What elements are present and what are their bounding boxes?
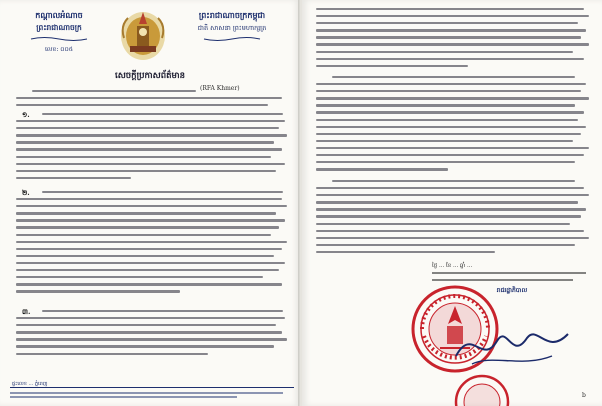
second-seal-icon — [452, 372, 512, 406]
issuer-line-1: កណ្ដាលអំណាច — [35, 10, 83, 20]
right-page — [302, 0, 602, 406]
footer-address: ផ្ទះលេខ ... ភ្នំពេញ — [12, 381, 48, 387]
section-number-3: ៣. — [22, 307, 31, 316]
issuer-header — [14, 10, 104, 54]
kingdom-motto: ជាតិ សាសនា ព្រះមហាក្សត្រ — [197, 24, 267, 32]
signatory-title: រាជរដ្ឋាភិបាល — [496, 286, 528, 294]
section-1-paragraph — [16, 113, 290, 184]
kingdom-name: ព្រះរាជាណាចក្រកម្ពុជា — [198, 10, 266, 20]
right-paragraph-2 — [316, 76, 592, 175]
right-paragraph-3 — [316, 180, 592, 258]
kingdom-header — [178, 10, 286, 42]
section-number-2: ២. — [22, 188, 30, 197]
section-3-paragraph — [16, 310, 290, 360]
royal-emblem-icon — [118, 6, 168, 62]
page-marker: b — [582, 392, 586, 399]
intro-paragraph — [16, 90, 290, 111]
ornament-icon — [29, 36, 89, 42]
reference-number: លេខ: ០០៥ — [44, 46, 74, 53]
issuer-line-2: ព្រះរាជាណាចក្រ — [36, 23, 82, 32]
section-number-1: ១. — [22, 110, 30, 119]
quoted-source: (RFA Khmer) — [200, 85, 240, 92]
continued-paragraph — [316, 8, 592, 72]
section-2-paragraph — [16, 191, 290, 297]
date-line: ថ្ងៃ ... ខែ ... ឆ្នាំ ... — [432, 263, 473, 269]
footer-rule — [10, 387, 294, 400]
ornament-icon — [202, 36, 262, 42]
signature-icon — [452, 316, 572, 376]
left-page — [0, 0, 300, 406]
document-title: សេចក្ដីប្រកាសព័ត៌មាន — [115, 71, 185, 81]
